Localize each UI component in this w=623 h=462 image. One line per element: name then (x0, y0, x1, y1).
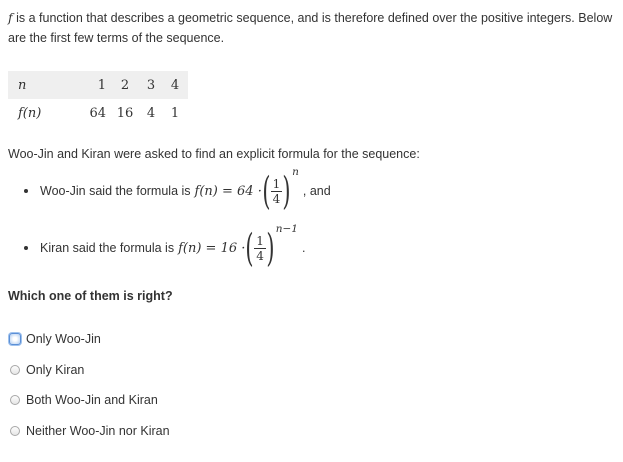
choice-label[interactable]: Only Woo-Jin (26, 332, 101, 346)
exponent: n (292, 166, 299, 178)
choice-label[interactable]: Only Kiran (26, 363, 85, 377)
formula-trail: . (301, 241, 306, 255)
formula-item-woo-jin (24, 166, 331, 213)
prompt-text: Woo-Jin and Kiran were asked to find an explicit formula for the sequence: (8, 147, 420, 161)
function-symbol: f (8, 10, 13, 25)
header-label: n (8, 71, 70, 99)
fraction-numerator: 1 (256, 233, 264, 248)
intro-text: is a function that describes a geometric sequence, and is therefore defined over the positive integers. Below are the first few terms of the sequence. (8, 11, 613, 45)
bullet-icon (24, 246, 28, 250)
fraction-denominator: 4 (272, 191, 281, 206)
table-value-row (8, 99, 188, 127)
fraction (254, 234, 266, 263)
header-cell: 4 (162, 71, 188, 99)
row-label: f(n) (18, 105, 42, 121)
header-cell: 3 (140, 71, 162, 99)
header-cell: 2 (110, 71, 140, 99)
problem-intro (8, 8, 618, 48)
choice-label[interactable]: Both Woo-Jin and Kiran (26, 393, 158, 407)
table-header-row (8, 71, 188, 99)
header-cell: 1 (70, 71, 110, 99)
left-paren: ( (245, 226, 254, 270)
formula-math (178, 223, 298, 270)
formula-lhs: f(n) = 16 · (178, 240, 246, 256)
choice-label[interactable]: Neither Woo-Jin nor Kiran (26, 424, 170, 438)
formula-math (194, 166, 299, 213)
right-paren: ) (282, 169, 291, 213)
formula-lhs: f(n) = 64 · (194, 183, 262, 199)
left-paren: ( (262, 169, 271, 213)
choice-neither[interactable] (10, 424, 170, 438)
value-cell: 1 (170, 105, 180, 121)
question-text: Which one of them is right? (8, 289, 173, 303)
choice-both[interactable] (10, 393, 158, 407)
radio-button[interactable] (10, 365, 20, 375)
radio-button[interactable] (10, 426, 20, 436)
choice-only-woo-jin[interactable] (10, 332, 101, 346)
fraction-denominator: 4 (256, 248, 264, 263)
sequence-table (8, 71, 188, 127)
radio-button[interactable] (10, 395, 20, 405)
formula-lead: Woo-Jin said the formula is (40, 184, 191, 198)
bullet-icon (24, 189, 28, 193)
fraction-numerator: 1 (272, 176, 281, 191)
value-cell: 4 (146, 105, 156, 121)
value-cell: 16 (116, 105, 134, 121)
formula-trail: , and (302, 184, 331, 198)
radio-button[interactable] (9, 333, 21, 345)
exponent: n−1 (275, 223, 298, 235)
fraction (271, 177, 283, 206)
value-cell: 64 (89, 105, 106, 121)
formula-lead: Kiran said the formula is (40, 241, 175, 255)
right-paren: ) (266, 226, 275, 270)
formula-item-kiran (24, 223, 306, 270)
choice-only-kiran[interactable] (10, 363, 84, 377)
